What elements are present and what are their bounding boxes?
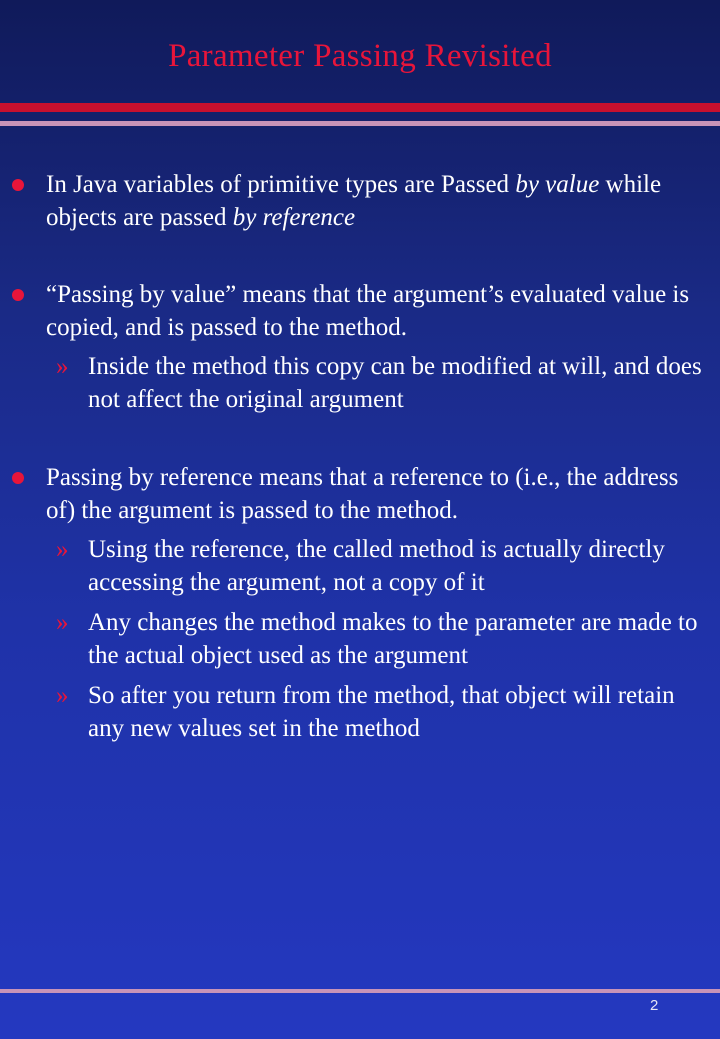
sub-bullet-marker: » [56, 609, 69, 636]
slide-title: Parameter Passing Revisited [168, 38, 552, 74]
footer-divider [0, 989, 720, 993]
bullet-item [0, 278, 720, 344]
sub-bullet-text: Any changes the method makes to the parameter are made to the actual object used as the argument [88, 609, 698, 669]
bullet-dot-icon [12, 472, 24, 484]
sub-bullet-text: Inside the method this copy can be modified at will, and does not affect the original argument [88, 353, 702, 413]
sub-bullet-item [0, 533, 720, 599]
bullet-item [0, 168, 720, 234]
sub-bullet-item [0, 679, 720, 745]
page-number: 2 [650, 997, 659, 1014]
sub-bullet-marker: » [56, 536, 69, 563]
sub-bullet-marker: » [56, 353, 69, 380]
title-divider-red [0, 103, 720, 112]
slide-content [0, 168, 720, 745]
bullet-text: Passing by reference means that a reference to (i.e., the address of) the argument is passed to the method. [46, 464, 679, 524]
title-divider-pink [0, 121, 720, 126]
sub-bullet-marker: » [56, 682, 69, 709]
sub-bullet-item [0, 606, 720, 672]
sub-bullet-item [0, 350, 720, 416]
bullet-dot-icon [12, 289, 24, 301]
bullet-text: “Passing by value” means that the argument’s evaluated value is copied, and is passed to the method. [46, 281, 690, 341]
sub-bullet-text: Using the reference, the called method is actually directly accessing the argument, not a copy of it [88, 536, 665, 596]
bullet-item [0, 461, 720, 527]
bullet-text: In Java variables of primitive types are Passed by value while objects are passed by reference [46, 171, 662, 231]
sub-bullet-text: So after you return from the method, that object will retain any new values set in the method [88, 682, 675, 742]
bullet-dot-icon [12, 179, 24, 191]
